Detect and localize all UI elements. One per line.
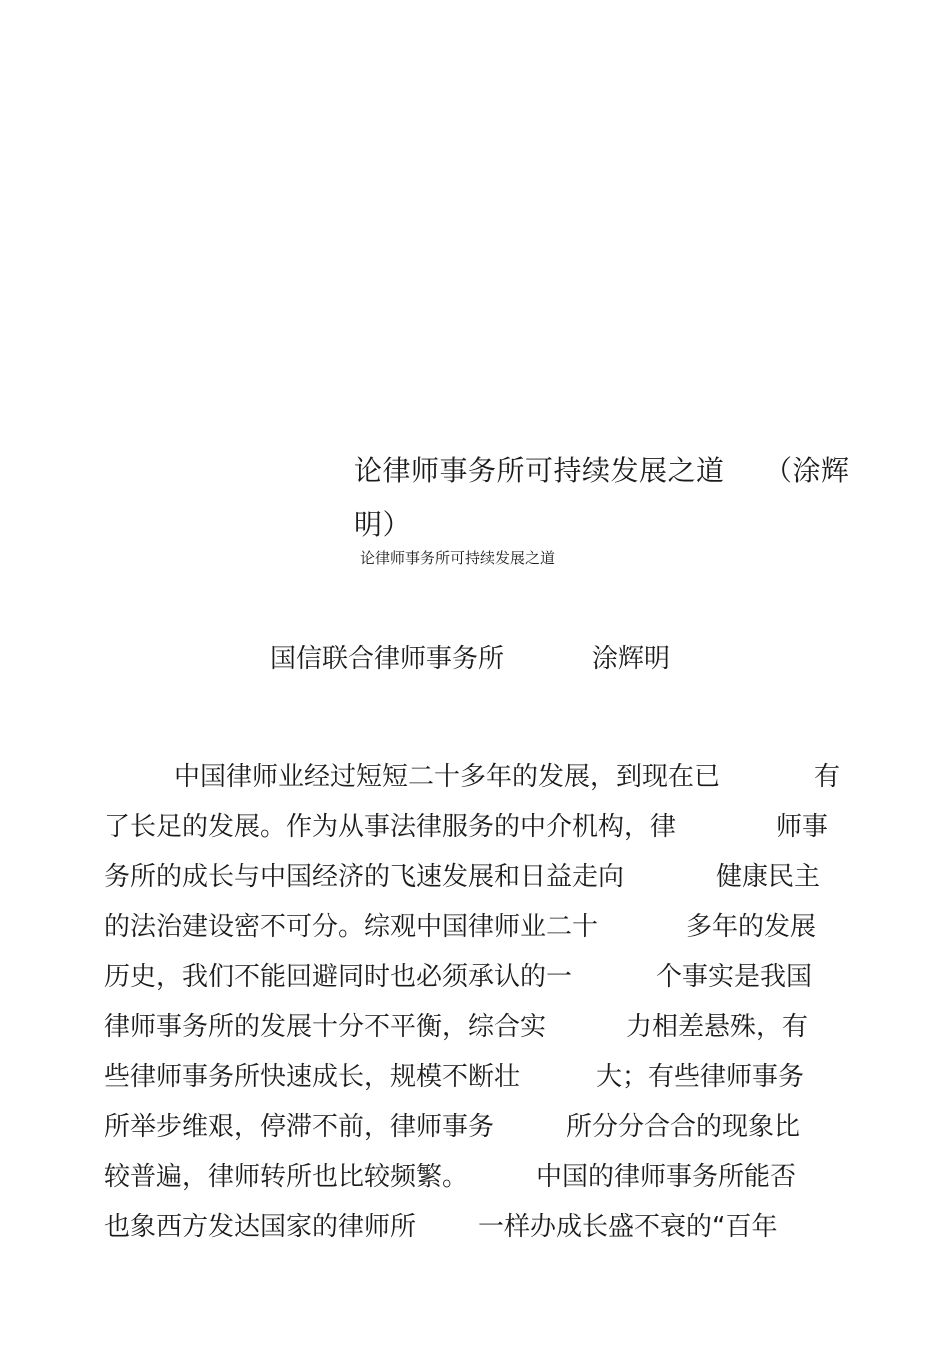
body-line-text: 也象西方发达国家的律师所 bbox=[104, 1212, 417, 1242]
document-title: 论律师事务所可持续发展之道 bbox=[354, 454, 725, 487]
document-title-author-close: 明） bbox=[354, 508, 412, 541]
firm-name: 国信联合律师事务所 bbox=[270, 644, 505, 674]
body-line-text: 较普遍，律师转所也比较频繁。 bbox=[104, 1162, 469, 1192]
body-line-text: 务所的成长与中国经济的飞速发展和日益走向 bbox=[104, 862, 625, 892]
document-title-author-open: （涂辉 bbox=[764, 454, 850, 487]
body-line-text: 一样办成长盛不衰的“百年 bbox=[478, 1212, 778, 1242]
body-line-text: 力相差悬殊，有 bbox=[626, 1012, 809, 1042]
body-line-text: 中国的律师事务所能否 bbox=[536, 1162, 797, 1192]
body-line-text: 些律师事务所快速成长，规模不断壮 bbox=[104, 1062, 521, 1092]
author-name: 涂辉明 bbox=[592, 644, 671, 674]
body-line-text: 有 bbox=[814, 762, 841, 792]
body-line-text: 多年的发展 bbox=[686, 912, 817, 942]
body-line-text: 历史，我们不能回避同时也必须承认的一 bbox=[104, 962, 573, 992]
body-line-text: 大；有些律师事务 bbox=[596, 1062, 805, 1092]
body-line-text: 所分分合合的现象比 bbox=[566, 1112, 801, 1142]
body-line-text: 的法治建设密不可分。综观中国律师业二十 bbox=[104, 912, 599, 942]
body-line-text: 所举步维艰，停滞不前，律师事务 bbox=[104, 1112, 495, 1142]
body-line-text: 了长足的发展。作为从事法律服务的中介机构，律 bbox=[104, 812, 677, 842]
body-line-text: 律师事务所的发展十分不平衡，综合实 bbox=[104, 1012, 547, 1042]
body-line-text: 健康民主 bbox=[716, 862, 821, 892]
body-line-text: 个事实是我国 bbox=[656, 962, 813, 992]
body-line-text: 师事 bbox=[776, 812, 829, 842]
document-subtitle: 论律师事务所可持续发展之道 bbox=[360, 549, 556, 567]
body-line-text: 中国律师业经过短短二十多年的发展，到现在已 bbox=[174, 762, 721, 792]
